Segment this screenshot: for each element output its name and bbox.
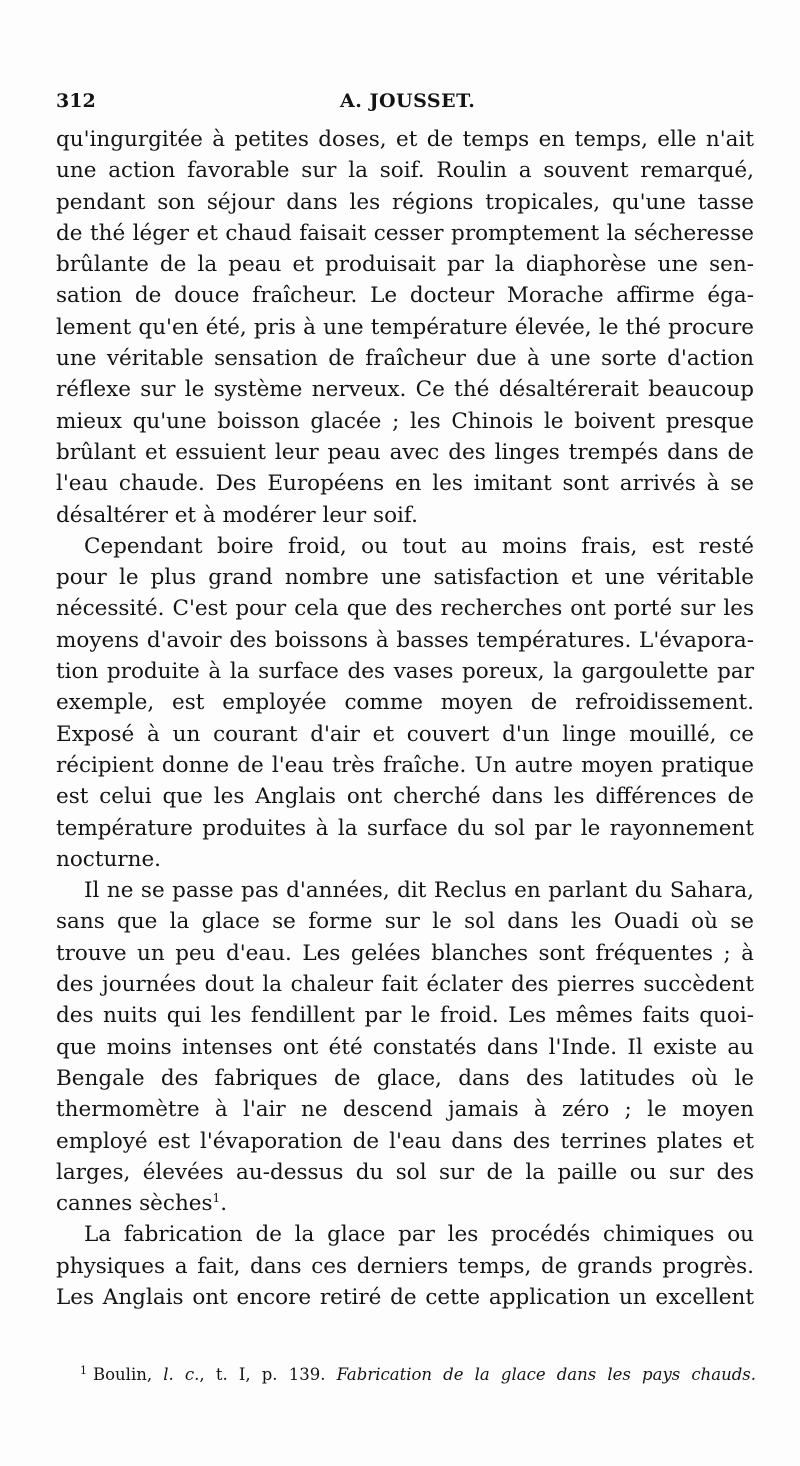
text-line: température produites à la surface du sol par le rayonnement xyxy=(56,815,754,841)
text-line: larges, élevées au-dessus du sol sur de la paille ou sur des xyxy=(56,1159,754,1185)
footnote xyxy=(80,1360,756,1386)
text-line: l'eau chaude. Des Européens en les imitant sont arrivés à se xyxy=(56,471,754,497)
text-line: trouve un peu d'eau. Les gelées blanches sont fréquentes ; à xyxy=(56,940,754,966)
body-text xyxy=(56,124,754,1313)
text-line: thermomètre à l'air ne descend jamais à zéro ; le moyen xyxy=(56,1097,754,1123)
footnote-marker: 1 xyxy=(80,1364,87,1377)
page-header xyxy=(56,90,756,120)
text-line: nocturne. xyxy=(56,846,162,872)
text-line: tion produite à la surface des vases poreux, la gargoulette par xyxy=(56,659,754,685)
footnote-title: Fabrication de la glace dans les pays chauds. xyxy=(336,1365,756,1384)
text-line: brûlant et essuient leur peau avec des linges trempés dans de xyxy=(56,439,754,465)
text-line: une véritable sensation de fraîcheur due à une sorte d'action xyxy=(56,346,754,372)
text-line: employé est l'évaporation de l'eau dans des terrines plates et xyxy=(56,1128,754,1154)
text-line: sation de douce fraîcheur. Le docteur Morache affirme éga- xyxy=(56,283,754,309)
text-line: nécessité. C'est pour cela que des recherches ont porté sur les xyxy=(56,596,754,622)
text-line: Les Anglais ont encore retiré de cette application un excellent xyxy=(56,1284,754,1310)
text-line-segment: cannes sèches xyxy=(56,1191,213,1217)
text-line: exemple, est employée comme moyen de refroidissement. xyxy=(56,690,754,716)
running-head-author: A. JOUSSET. xyxy=(340,90,476,112)
text-line: lement qu'en été, pris à une température élevée, le thé procure xyxy=(56,314,754,340)
text-line: moyens d'avoir des boissons à basses températures. L'évapora- xyxy=(56,627,754,653)
text-line: physiques a fait, dans ces derniers temps, de grands progrès. xyxy=(56,1253,754,1279)
page-number: 312 xyxy=(56,90,96,112)
text-line: mieux qu'une boisson glacée ; les Chinois le boivent presque xyxy=(56,408,754,434)
footnote-reference[interactable]: 1 xyxy=(212,1191,221,1206)
text-line: récipient donne de l'eau très fraîche. Un autre moyen pratique xyxy=(56,752,754,778)
text-line: qu'ingurgitée à petites doses, et de temps en temps, elle n'ait xyxy=(56,127,754,152)
text-line: pour le plus grand nombre une satisfaction et une véritable xyxy=(56,565,754,591)
text-line: de thé léger et chaud faisait cesser promptement la sécheresse xyxy=(56,220,754,246)
text-line: Bengale des fabriques de glace, dans des latitudes où le xyxy=(56,1065,754,1091)
text-line-with-footnote-ref: cannes sèches$^1$. xyxy=(56,1191,228,1217)
footnote-op-cit: l. c. xyxy=(163,1365,200,1384)
footnote-reference-text: , t. I, p. 139. xyxy=(199,1365,337,1384)
text-line: brûlante de la peau et produisait par la diaphorèse une sen- xyxy=(56,252,754,278)
text-line: Il ne se passe pas d'années, dit Reclus en parlant du Sahara, xyxy=(84,878,754,904)
text-line: La fabrication de la glace par les procédés chimiques ou xyxy=(84,1222,754,1248)
text-line: une action favorable sur la soif. Roulin a souvent remarqué, xyxy=(56,158,754,184)
text-line: est celui que les Anglais ont cherché dans les différences de xyxy=(56,784,754,810)
text-line: Cependant boire froid, ou tout au moins frais, est resté xyxy=(84,533,754,559)
text-line: Exposé à un courant d'air et couvert d'un linge mouillé, ce xyxy=(56,721,754,747)
text-line: sans que la glace se forme sur le sol dans les Ouadi où se xyxy=(56,909,754,935)
text-line: réflexe sur le système nerveux. Ce thé désaltérerait beaucoup xyxy=(56,377,754,403)
footnote-author: Boulin, xyxy=(93,1365,164,1384)
text-line: que moins intenses ont été constatés dans l'Inde. Il existe au xyxy=(56,1034,754,1060)
text-line: des nuits qui les fendillent par le froid. Les mêmes faits quoi- xyxy=(56,1003,754,1029)
text-line: des journées dout la chaleur fait éclater des pierres succèdent xyxy=(56,972,754,998)
text-line: pendant son séjour dans les régions tropicales, qu'une tasse xyxy=(56,189,754,215)
text-line: désaltérer et à modérer leur soif. xyxy=(56,502,418,528)
